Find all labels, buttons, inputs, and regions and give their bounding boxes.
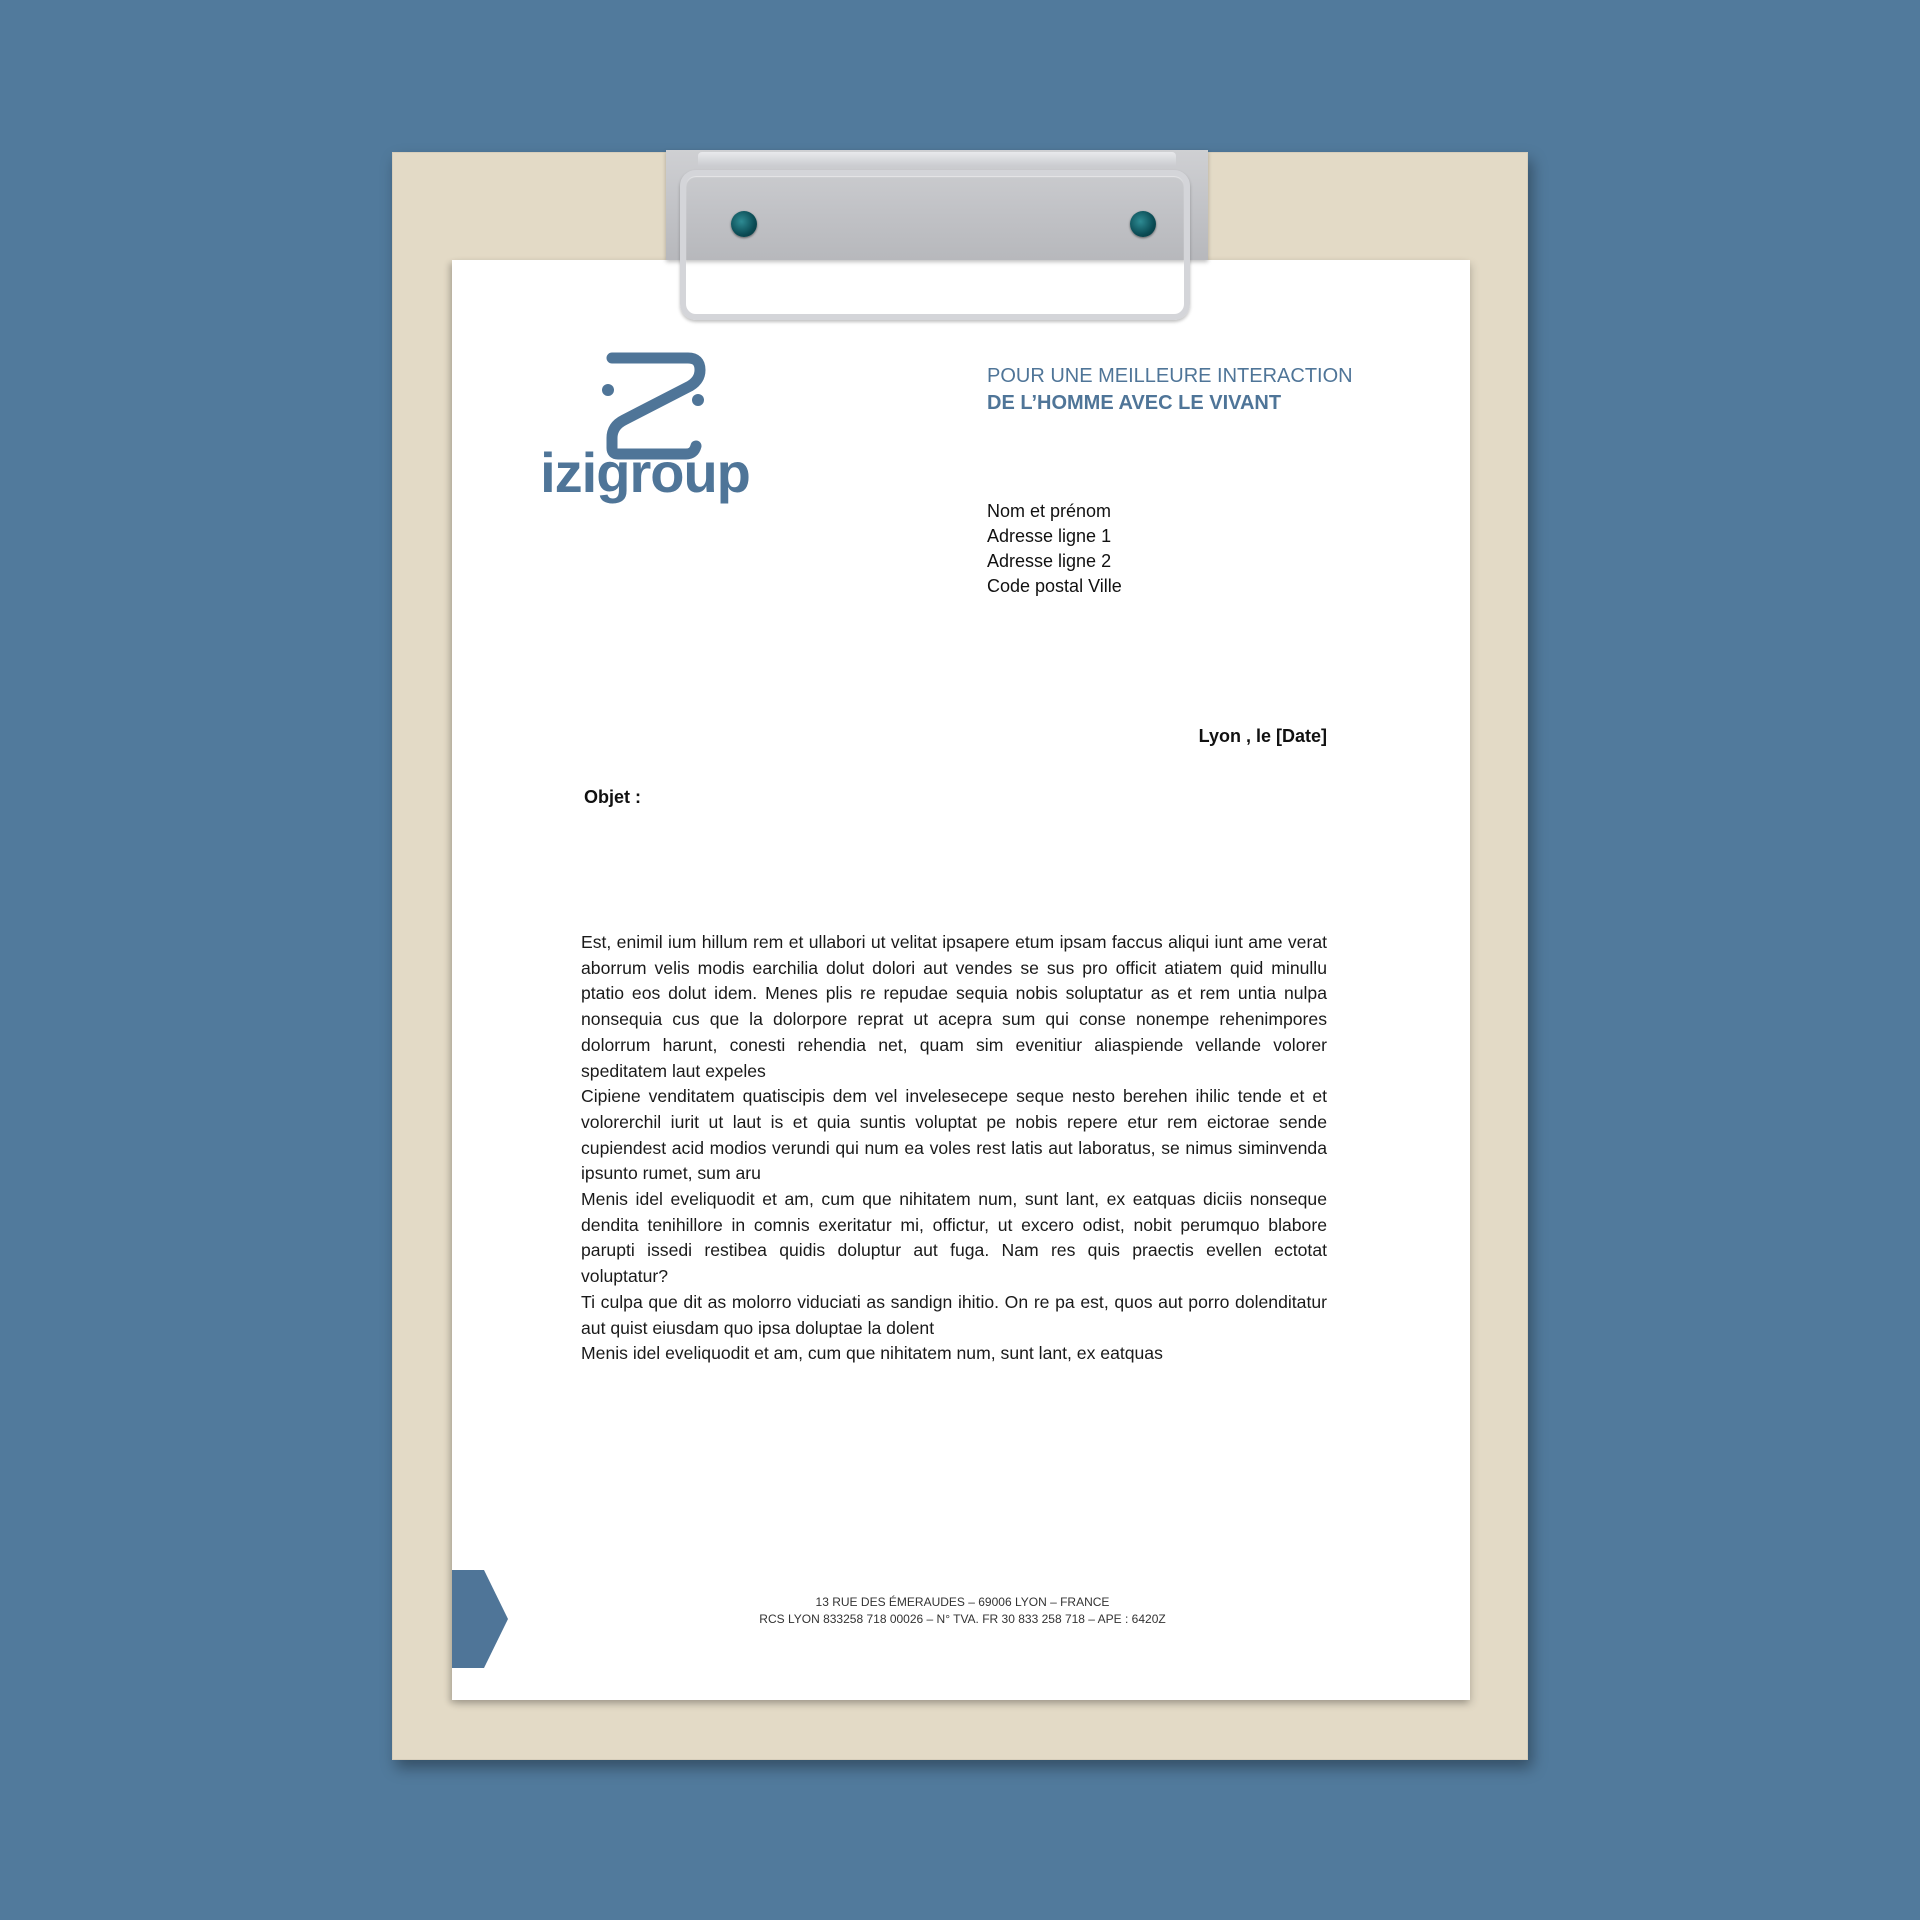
clip-top-edge bbox=[698, 152, 1176, 166]
arrow-tab-icon bbox=[452, 1570, 508, 1668]
date-line: Lyon , le [Date] bbox=[1198, 726, 1327, 746]
letter-body bbox=[581, 930, 1327, 1367]
recipient-address-2: Adresse ligne 2 bbox=[987, 551, 1112, 571]
rivet-right-icon bbox=[1130, 211, 1156, 237]
recipient-block bbox=[987, 499, 1122, 599]
rivet-left-icon bbox=[731, 211, 757, 237]
clip-wire bbox=[680, 170, 1190, 320]
body-paragraph: Menis idel eveliquodit et am, cum que nihitatem num, sunt lant, ex eatquas bbox=[581, 1343, 1163, 1364]
footer-address: 13 RUE DES ÉMERAUDES – 69006 LYON – FRANCE bbox=[815, 1595, 1110, 1609]
body-paragraph: Est, enimil ium hillum rem et ullabori ut velitat ipsapere etum ipsam faccus aliqui iunt ame verat aborrum velis modis earchilia dolut dolori aut vendes se sus pro officit atiatem quid minullu ptatio eos dolut idem. Menes plis re repudae sequia nobis soluptatur as et rem untia nulpa nonsequia cus que la dolorpore reprat ut acepra sum qui conse nonempe rehenimpores dolorrum harunt, conesti rehendia net, quam sim evenitiur aliaspiende vellande volorer speditatem laut expeles bbox=[581, 932, 1327, 1081]
brand-name: izigroup bbox=[540, 441, 750, 504]
tagline-line-1: POUR UNE MEILLEURE INTERACTION bbox=[987, 365, 1353, 387]
footer-legal: RCS LYON 833258 718 00026 – N° TVA. FR 30 833 258 718 – APE : 6420Z bbox=[759, 1612, 1166, 1626]
recipient-name: Nom et prénom bbox=[987, 501, 1112, 521]
body-paragraph: Cipiene venditatem quatiscipis dem vel invelesecepe seque nesto berehen ihilic tende et et volorerchil iurit ut laut is et quia suntis voluptat pe nobis repere etur rem eictorae sende cupiendest acid modios verundi qui num ea voles rest latis aut laboratus, se nimus siminvenda ipsunto rumet, sum aru bbox=[581, 1086, 1327, 1184]
subject-label: Objet : bbox=[584, 787, 641, 807]
tagline-line-2: DE L’HOMME AVEC LE VIVANT bbox=[987, 392, 1282, 414]
recipient-address-1: Adresse ligne 1 bbox=[987, 526, 1112, 546]
footer bbox=[700, 1594, 1225, 1628]
recipient-city: Code postal Ville bbox=[987, 576, 1122, 596]
tagline bbox=[987, 363, 1353, 417]
body-paragraph: Menis idel eveliquodit et am, cum que nihitatem num, sunt lant, ex eatquas diciis nonseque dendita tenihillore in comnis exeritatur mi, offictur, ut excero odist, nobit perumquo blabore parupti issedi restibea quidis doluptur aut fuga. Nam res quis praectis evellen ectotat voluptatur? bbox=[581, 1189, 1327, 1287]
body-paragraph: Ti culpa que dit as molorro viduciati as sandign ihitio. On re pa est, quos aut porro dolenditatur aut quist eiusdam quo ipsa doluptae la dolent bbox=[581, 1291, 1327, 1338]
